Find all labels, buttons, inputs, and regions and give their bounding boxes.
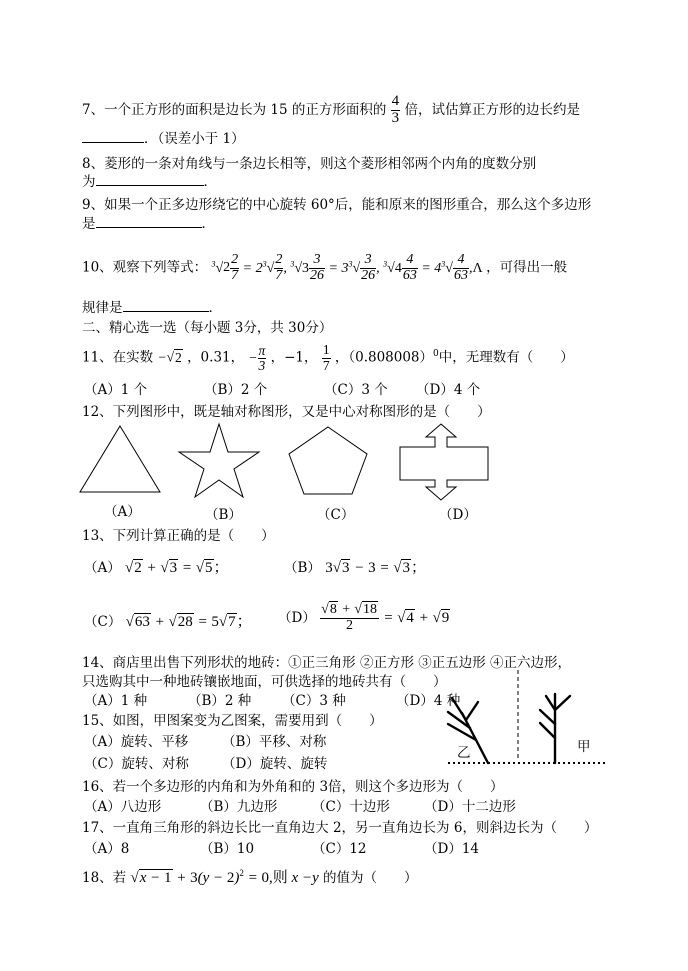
q11-tail: ，（0.808008） (334, 349, 434, 366)
q10-line2-prefix: 规律是 (82, 300, 123, 316)
section-2-title: 二、精心选一选（每小题 3分，共 30分） (82, 320, 333, 336)
q11-option-a[interactable]: （A）1 个 (84, 382, 148, 398)
eq1-num: 2 (231, 252, 239, 268)
q8-prefix: 为 (82, 174, 96, 190)
q8-answer-blank[interactable] (96, 173, 204, 186)
q10-answer-blank[interactable] (123, 299, 209, 312)
q13-option-a-expr: √2 + √3 = √5； (125, 560, 229, 576)
q17-text: 17、一直角三角形的斜边长比一直角边大 2，另一直角边长为 6，则斜边长为（ ） (82, 820, 598, 836)
q7-line2 (82, 127, 245, 147)
q13-text: 13、下列计算正确的是（ ） (82, 528, 275, 544)
q15-label-jia: 甲 (577, 739, 591, 755)
q11-neg-sqrt2: −√2 (157, 349, 182, 365)
q11-exp: 0 (433, 349, 439, 359)
q16-option-c[interactable]: （C）十边形 (312, 799, 390, 815)
star-shape (179, 424, 259, 497)
q13-option-a[interactable] (84, 556, 229, 577)
q16-text: 16、若一个多边形的内角和为外角和的 3倍，则这个多边形为（ ） (82, 779, 504, 795)
q17-option-a[interactable]: （A）8 (84, 841, 130, 857)
q11-pi-den: 3 (258, 357, 266, 373)
pentagon-shape (289, 427, 367, 494)
q17-option-d[interactable]: （D）14 (424, 841, 480, 857)
q15-option-a[interactable]: （A）旋转、平移 (84, 734, 189, 750)
q18-expression: $√x - 1 + 3(y - 2)^2 = 0$,则 x −y (130, 868, 319, 886)
q11-option-d[interactable]: （D）4 个 (416, 382, 481, 398)
q8-line1: 8、菱形的一条对角线与一条边长相等，则这个菱形相邻两个内角的度数分别 (82, 156, 537, 172)
q8-line2 (82, 170, 217, 190)
q14-line1: 14、商店里出售下列形状的地砖：①正三角形 ②正方形 ③正五边形 ④正六边形， (82, 655, 572, 671)
q15-label-yi: 乙 (457, 745, 471, 761)
q16-option-d[interactable]: （D）十二边形 (424, 799, 516, 815)
q14-option-a[interactable]: （A）1 种 (84, 693, 148, 709)
q12-label-d[interactable]: （D） (439, 507, 477, 523)
q10-ellipsis: Λ (472, 260, 483, 276)
q7-frac-den: 3 (391, 110, 400, 126)
q7-text-before: 7、一个正方形的面积是边长为 15 的正方形面积的 (82, 102, 387, 118)
q18-line (82, 866, 418, 887)
q10-line1 (82, 244, 567, 284)
q13-option-c-label: （C） (84, 614, 122, 630)
q7-answer-blank[interactable] (82, 130, 144, 143)
q7-text-after: 倍，试估算正方形的边长约是 (404, 102, 580, 118)
q11-neg-pi-third: − $\frac{\pi}{3}$ (248, 342, 266, 373)
q8-suffix: ． (203, 174, 217, 190)
q11-end: 中，无理数有（ ） (438, 349, 574, 366)
q11-prefix: 11、在实数 (82, 349, 154, 366)
q9-line2 (82, 212, 215, 232)
q11-line (82, 334, 574, 374)
q9-suffix: ． (201, 216, 215, 232)
eq2-whole: 3 (302, 260, 309, 276)
q13-option-c-expr: √63 + √28 = 5√7； (125, 614, 252, 630)
q10-equation-1: $^3$√ 2 $\frac{2}{7}$ = $2^3√$ $\frac{2}{7}$ , (211, 252, 291, 283)
q13-option-b-label: （B） (284, 560, 321, 576)
q13-option-a-label: （A） (84, 560, 121, 576)
q11-minus-one: ，−1， (270, 349, 318, 366)
q13-option-d-rhs: = √4 + √9 (383, 610, 450, 626)
q11-pi-num: π (258, 342, 266, 358)
q10-equation-2: $^3$√3 $\frac{3}{26}$ = $3^3√$ $\frac{3}{26}$ , (290, 252, 384, 283)
q7-line1 (82, 92, 580, 128)
q17-option-c[interactable]: （C）12 (312, 841, 367, 857)
q9-prefix: 是 (82, 216, 96, 232)
q13-option-b-expr: 3√3 − 3 = √3； (325, 560, 426, 576)
eq3-num: 4 (402, 253, 418, 269)
q12-label-c[interactable]: （C） (317, 507, 355, 523)
q10-line2-suffix: ． (208, 300, 222, 316)
q10-prefix: 10、观察下列等式： (82, 259, 208, 276)
double-arrow-shape (400, 424, 488, 500)
q12-label-a[interactable]: （A） (104, 504, 141, 520)
q18-suffix: 的值为（ ） (323, 870, 418, 886)
q12-text: 12、下列图形中，既是轴对称图形，又是中心对称图形的是（ ） (82, 404, 491, 420)
eq2-den-r: 26 (361, 267, 376, 283)
q7-line2-text: ．（误差小于 1） (144, 131, 245, 147)
q14-option-b[interactable]: （B）2 种 (188, 693, 252, 709)
eq1-num-r: 2 (275, 252, 283, 268)
q11-option-b[interactable]: （B）2 个 (204, 382, 268, 398)
q11-one-seventh (322, 343, 331, 372)
eq2-num-r: 3 (360, 253, 376, 269)
q11-frac-den: 7 (322, 357, 330, 373)
eq2-num: 3 (309, 253, 325, 269)
q13-option-b[interactable] (284, 556, 426, 577)
q14-line2: 只选购其中一种地砖镶嵌地面，可供选择的地砖共有（ ） (82, 674, 447, 690)
q7-frac-num: 4 (391, 93, 400, 110)
q15-option-b[interactable]: （B）平移、对称 (222, 734, 327, 750)
q13-option-d-frac: $\frac{√8 + √18}{2}$ (321, 602, 377, 633)
q10-equation-3: $^3$√4 $\frac{4}{63}$ = $4^3√$ $\frac{4}{63}$ ,Λ (383, 252, 483, 283)
q15-text: 15、如图，甲图案变为乙图案，需要用到（ ） (82, 713, 383, 729)
q13-option-d[interactable] (278, 596, 450, 640)
q15-option-d[interactable]: （D）旋转、旋转 (222, 756, 328, 772)
q16-option-a[interactable]: （A）八边形 (84, 799, 162, 815)
q12-label-b[interactable]: （B） (205, 507, 242, 523)
jia-tree (540, 694, 570, 763)
q14-option-c[interactable]: （C）3 种 (282, 693, 346, 709)
eq2-den: 26 (310, 267, 324, 283)
q11-mid: ，0.31， (187, 349, 245, 366)
q17-option-b[interactable]: （B）10 (200, 841, 255, 857)
q14-option-d[interactable]: （D）4 种 (396, 693, 461, 709)
q18-prefix: 18、若 (82, 870, 127, 886)
q7-fraction (391, 94, 401, 127)
q16-option-b[interactable]: （B）九边形 (200, 799, 278, 815)
triangle-shape (80, 426, 160, 492)
q11-frac-num: 1 (322, 342, 330, 358)
q10-suffix: ，可得出一般 (486, 259, 568, 276)
q13-option-c[interactable] (84, 610, 252, 631)
q11-option-c[interactable]: （C）3 个 (324, 382, 388, 398)
q9-answer-blank[interactable] (96, 215, 202, 228)
q10-line2 (82, 296, 222, 316)
q9-line1: 9、如果一个正多边形绕它的中心旋转 60°后，能和原来的图形重合，那么这个多边形 (82, 197, 592, 213)
eq3-whole: 4 (394, 260, 402, 276)
q15-option-c[interactable]: （C）旋转、对称 (84, 756, 189, 772)
q13-option-d-label: （D） (278, 610, 316, 626)
eq3-den-r: 63 (453, 267, 468, 283)
eq3-den: 63 (402, 267, 417, 283)
eq3-num-r: 4 (453, 253, 469, 269)
eq1-den-r: 7 (275, 267, 283, 283)
eq1-den: 7 (231, 267, 239, 283)
q15-tree-figure (440, 668, 640, 778)
eq1-whole: 2 (223, 260, 231, 276)
